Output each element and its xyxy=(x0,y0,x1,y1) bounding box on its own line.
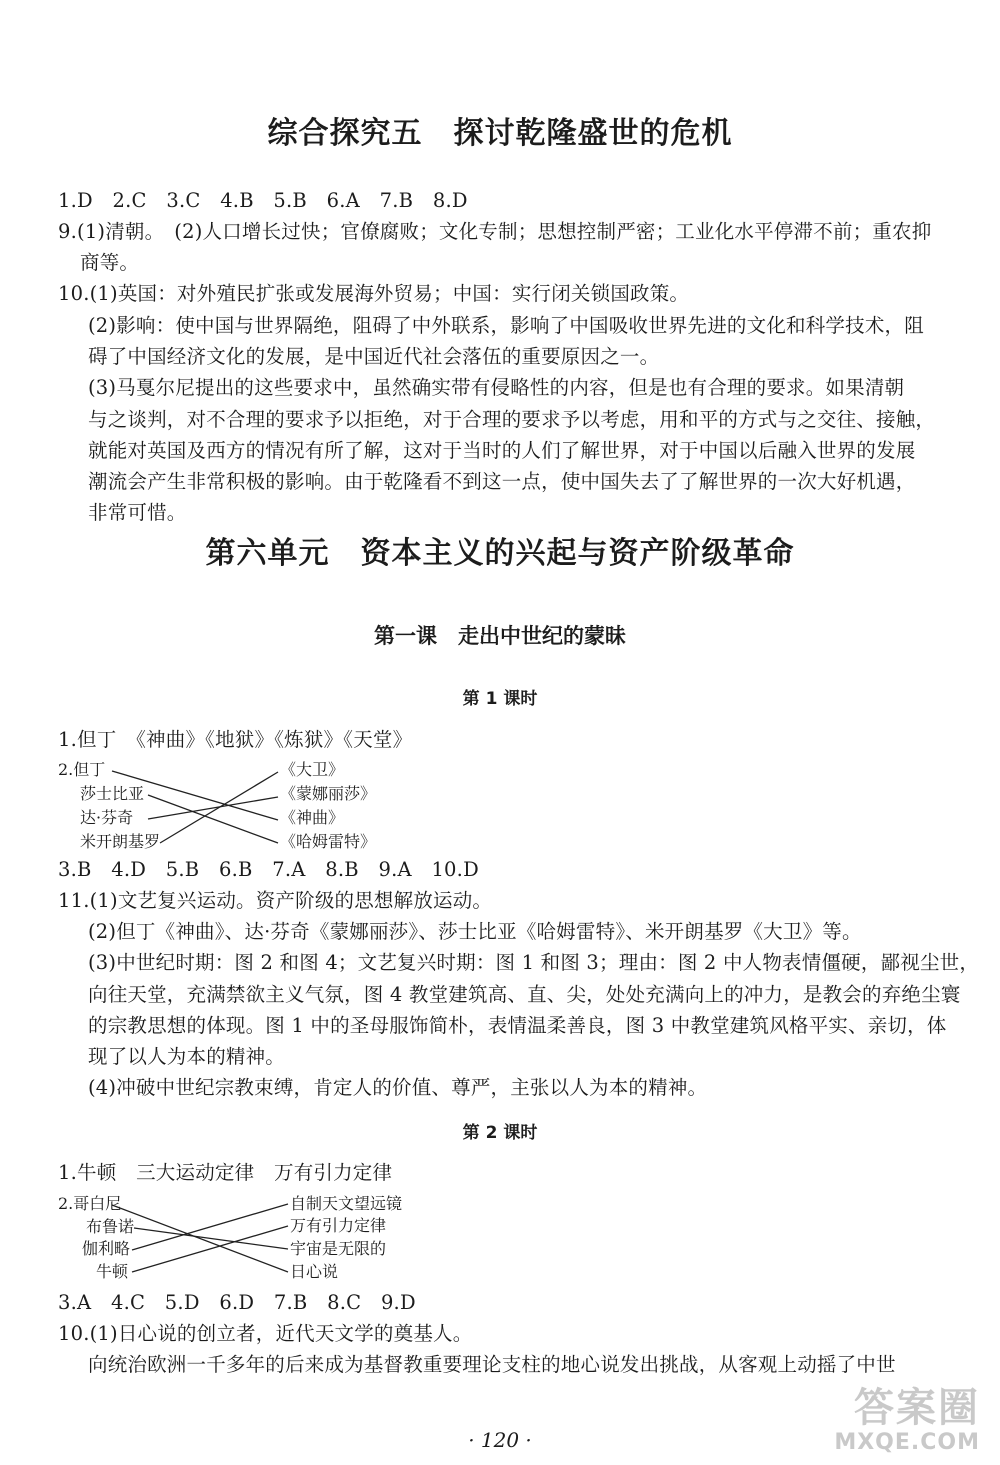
match-right-item: 《神曲》 xyxy=(280,808,345,827)
match-left-item: 2.但丁 xyxy=(58,760,106,779)
answer-line: 潮流会产生非常积极的影响。由于乾隆看不到这一点，使中国失去了了解世界的一次大好机遇， xyxy=(88,470,916,493)
answer-line: (3)马戛尔尼提出的这些要求中，虽然确实带有侵略性的内容，但是也有合理的要求。如果清朝 xyxy=(88,376,905,399)
answer-line: 向往天堂，充满禁欲主义气氛，图 4 教堂建筑高、直、尖，处处充满向上的冲力，是教会的弃绝尘寰 xyxy=(88,983,961,1006)
answer-line: 现了以人为本的精神。 xyxy=(88,1045,286,1068)
period-title: 第 2 课时 xyxy=(462,1123,538,1143)
match-left-item: 牛顿 xyxy=(96,1262,129,1281)
answer-line: 10.(1)日心说的创立者，近代天文学的奠基人。 xyxy=(58,1322,473,1345)
answer-line: 10.(1)英国：对外殖民扩张或发展海外贸易；中国：实行闭关锁国政策。 xyxy=(58,282,690,305)
answer-line: 11.(1)文艺复兴运动。资产阶级的思想解放运动。 xyxy=(58,889,493,912)
match-left-item: 莎士比亚 xyxy=(80,784,145,803)
watermark-logo xyxy=(834,1386,980,1455)
lesson-title: 第一课 走出中世纪的蒙昧 xyxy=(374,624,626,648)
match-left-item: 布鲁诺 xyxy=(86,1217,135,1236)
period-title: 第 1 课时 xyxy=(462,689,538,709)
match-right-item: 自制天文望远镜 xyxy=(290,1194,403,1213)
match-right-item: 万有引力定律 xyxy=(290,1216,387,1235)
match-left-item: 达·芬奇 xyxy=(80,808,134,827)
answer-line: 商等。 xyxy=(80,251,140,274)
answer-line: (4)冲破中世纪宗教束缚，肯定人的价值、尊严，主张以人为本的精神。 xyxy=(88,1076,708,1099)
answer-line: 碍了中国经济文化的发展，是中国近代社会落伍的重要原因之一。 xyxy=(88,345,660,368)
section-title: 综合探究五 探讨乾隆盛世的危机 xyxy=(267,116,733,151)
answer-line: 1.但丁 《神曲》《地狱》《炼狱》《天堂》 xyxy=(58,728,413,751)
match-left-item: 米开朗基罗 xyxy=(80,832,161,851)
match-left-item: 伽利略 xyxy=(82,1239,131,1258)
watermark-url: MXQE.COM xyxy=(834,1430,980,1455)
answer-line: (3)中世纪时期：图 2 和图 4；文艺复兴时期：图 1 和图 3；理由：图 2 中人物表情僵硬，鄙视尘世， xyxy=(88,951,980,974)
answer-line: 的宗教思想的体现。图 1 中的圣母服饰简朴，表情温柔善良，图 3 中教堂建筑风格平实、亲切，体 xyxy=(88,1014,947,1037)
unit-title: 第六单元 资本主义的兴起与资产阶级革命 xyxy=(205,536,795,571)
answer-line: 3.B 4.D 5.B 6.B 7.A 8.B 9.A 10.D xyxy=(58,858,479,881)
match-right-item: 《哈姆雷特》 xyxy=(280,832,377,851)
answer-line: (2)但丁《神曲》、达·芬奇《蒙娜丽莎》、莎士比亚《哈姆雷特》、米开朗基罗《大卫》等。 xyxy=(88,920,862,943)
answer-line: 向统治欧洲一千多年的后来成为基督教重要理论支柱的地心说发出挑战，从客观上动摇了中世 xyxy=(88,1353,896,1376)
answer-line: 就能对英国及西方的情况有所了解，这对于当时的人们了解世界，对于中国以后融入世界的发展 xyxy=(88,439,916,462)
answer-line: 3.A 4.C 5.D 6.D 7.B 8.C 9.D xyxy=(58,1291,416,1314)
answer-line: 9.(1)清朝。 (2)人口增长过快；官僚腐败；文化专制；思想控制严密；工业化水平停滞不前；重农抑 xyxy=(58,220,932,243)
answer-line: 1.D 2.C 3.C 4.B 5.B 6.A 7.B 8.D xyxy=(58,189,468,212)
match-right-item: 《大卫》 xyxy=(280,760,345,779)
answer-line: 1.牛顿 三大运动定律 万有引力定律 xyxy=(58,1161,393,1184)
page-number: · 120 · xyxy=(468,1428,532,1452)
match-right-item: 《蒙娜丽莎》 xyxy=(280,784,377,803)
match-right-item: 日心说 xyxy=(290,1262,339,1281)
match-right-item: 宇宙是无限的 xyxy=(290,1239,387,1258)
watermark-text: 答案圈 xyxy=(854,1385,980,1431)
answer-line: (2)影响：使中国与世界隔绝，阻碍了中外联系，影响了中国吸收世界先进的文化和科学技术，阻 xyxy=(88,314,924,337)
answer-line: 与之谈判，对不合理的要求予以拒绝，对于合理的要求予以考虑，用和平的方式与之交往、接触， xyxy=(88,408,936,431)
answer-line: 非常可惜。 xyxy=(88,501,187,524)
match-left-item: 2.哥白尼 xyxy=(58,1194,122,1213)
